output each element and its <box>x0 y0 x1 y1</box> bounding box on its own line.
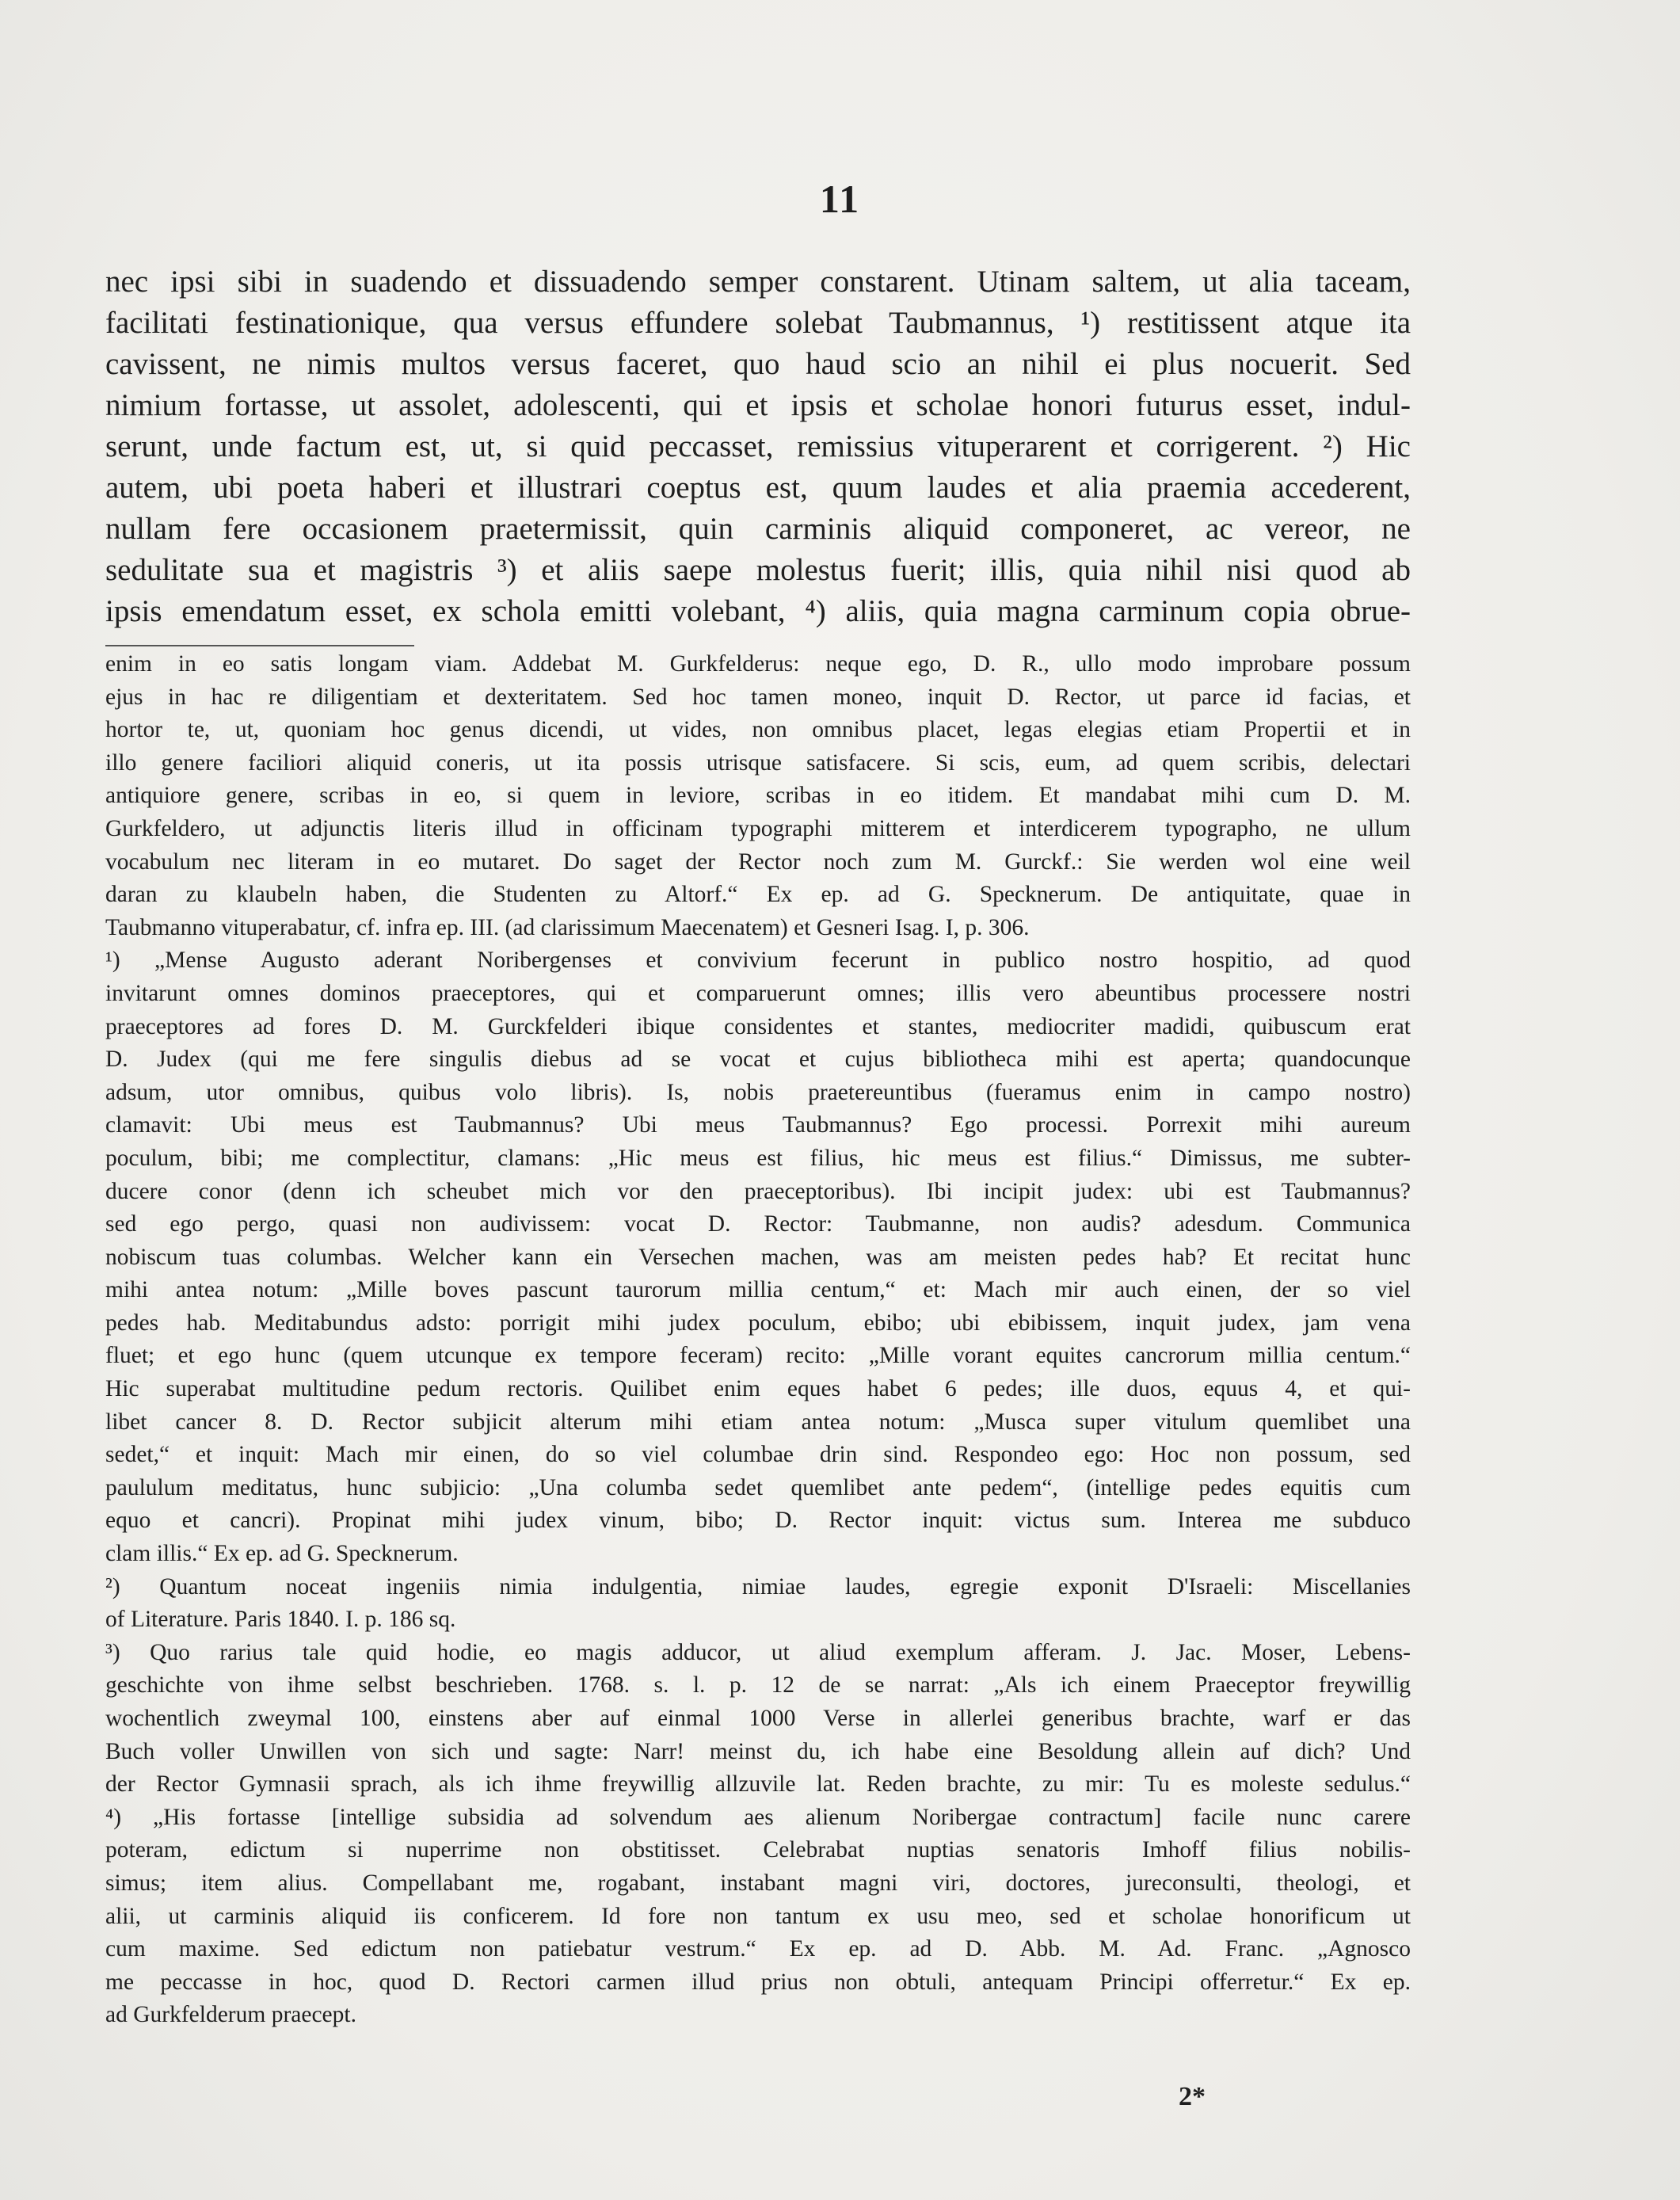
footnote-line: praeceptores ad fores D. M. Gurckfelderi ibique considentes et stantes, mediocriter madidi, quibuscum erat <box>105 1013 1411 1039</box>
footnote-line: pedes hab. Meditabundus adsto: porrigit mihi judex poculum, ebibo; ubi ebibissem, inquit judex, jam vena <box>105 1310 1411 1336</box>
footnote-line: ducere conor (denn ich scheubet mich vor den praeceptoribus). Ibi incipit judex: ubi est Taubmannus? <box>105 1178 1411 1204</box>
footnote-line: D. Judex (qui me fere singulis diebus ad se vocat et cujus bibliotheca mihi est aperta; quandocunque <box>105 1047 1411 1073</box>
footnote-line: ¹) „Mense Augusto aderant Noribergenses et convivium fecerunt in publico nostro hospitio, ad quod <box>105 947 1411 974</box>
footnote-line: antiquiore genere, scribas in eo, si quem in leviore, scribas in eo itidem. Et mandabat mihi cum D. M. <box>105 783 1411 809</box>
footnote-line: Taubmanno vituperabatur, cf. infra ep. III. (ad clarissimum Maecenatem) et Gesneri Isag. I, p. 306. <box>105 914 1030 940</box>
footnote-line: hortor te, ut, quoniam hoc genus dicendi, ut vides, non omnibus placet, legas elegias etiam Propertii et in <box>105 717 1411 743</box>
footnote-line: of Literature. Paris 1840. I. p. 186 sq. <box>105 1607 456 1633</box>
footnote-line: wochentlich zweymal 100, einstens aber auf einmal 1000 Verse in allerlei generibus brachte, warf er das <box>105 1706 1411 1731</box>
main-text <box>105 261 1411 632</box>
footnote-line: invitarunt omnes dominos praeceptores, qui et comparuerunt omnes; illis vero abeuntibus processere nostri <box>105 980 1411 1006</box>
text-line: ipsis emendatum esset, ex schola emitti volebant, ⁴) aliis, quia magna carminum copia obrue- <box>105 594 1411 628</box>
footnote-line: ejus in hac re diligentiam et dexteritatem. Sed hoc tamen moneo, inquit D. Rector, ut parce id facias, et <box>105 684 1411 710</box>
footnote-line: ³) Quo rarius tale quid hodie, eo magis adducor, ut aliud exemplum afferam. J. Jac. Moser, Lebens- <box>105 1639 1411 1665</box>
footnote-line: cum maxime. Sed edictum non patiebatur vestrum.“ Ex ep. ad D. Abb. M. Ad. Franc. „Agnosco <box>105 1936 1411 1962</box>
footnote-rule <box>105 645 414 646</box>
text-line: nullam fere occasionem praetermissit, quin carminis aliquid componeret, ac vereor, ne <box>105 512 1411 546</box>
text-line: autem, ubi poeta haberi et illustrari coeptus est, quum laudes et alia praemia accederent, <box>105 471 1411 505</box>
text-line: nec ipsi sibi in suadendo et dissuadendo semper constarent. Utinam saltem, ut alia taceam, <box>105 265 1411 299</box>
text-line: cavissent, ne nimis multos versus faceret, quo haud scio an nihil ei plus nocuerit. Sed <box>105 347 1411 381</box>
footnote-line: poteram, edictum si nuperrime non obstitisset. Celebrabat nuptias senatoris Imhoff filius nobilis- <box>105 1837 1411 1863</box>
footnote-line: alii, ut carminis aliquid iis conficerem. Id fore non tantum ex usu meo, sed et scholae honorificum ut <box>105 1903 1411 1929</box>
footnote-line: Gurkfeldero, ut adjunctis literis illud in officinam typographi mitterem et interdicerem typographo, ne ullum <box>105 815 1411 841</box>
footnote-line: ⁴) „His fortasse [intellige subsidia ad solvendum aes alienum Noribergae contractum] facile nunc carere <box>105 1804 1411 1830</box>
footnote-line: illo genere faciliori aliquid coneris, ut ita possis utrisque satisfacere. Si scis, eum, ad quem scribis, delectari <box>105 749 1411 776</box>
footnote-line: fluet; et ego hunc (quem utcunque ex tempore feceram) recito: „Mille vorant equites cancrorum millia centum.“ <box>105 1343 1411 1369</box>
signature-mark: 2* <box>1179 2082 1206 2111</box>
footnote-line: daran zu klaubeln haben, die Studenten zu Altorf.“ Ex ep. ad G. Specknerum. De antiquitate, quae in <box>105 882 1411 908</box>
footnote-line: simus; item alius. Compellabant me, rogabant, instabant magni viri, doctores, jureconsulti, theologi, et <box>105 1870 1411 1896</box>
footnote-line: der Rector Gymnasii sprach, als ich ihme freywillig allzuvile lat. Reden brachte, zu mir: Tu es moleste sedulus.“ <box>105 1771 1411 1798</box>
footnote-line: clam illis.“ Ex ep. ad G. Specknerum. <box>105 1541 459 1567</box>
footnote-line: Hic superabat multitudine pedum rectoris. Quilibet enim eques habet 6 pedes; ille duos, equus 4, et qui- <box>105 1376 1411 1402</box>
footnote-line: libet cancer 8. D. Rector subjicit alterum mihi etiam antea notum: „Musca super vitulum quemlibet una <box>105 1409 1411 1435</box>
footnote-line: sed ego pergo, quasi non audivissem: vocat D. Rector: Taubmanne, non audis? adesdum. Communica <box>105 1211 1411 1237</box>
text-line: facilitati festinationique, qua versus effundere solebat Taubmannus, ¹) restitissent atque ita <box>105 306 1411 340</box>
text-line: nimium fortasse, ut assolet, adolescenti, qui et ipsis et scholae honori futurus esset, indul- <box>105 388 1411 422</box>
footnote-line: ²) Quantum noceat ingeniis nimia indulgentia, nimiae laudes, egregie exponit D'Israeli: Miscellanies <box>105 1573 1411 1599</box>
footnote-line: sedet,“ et inquit: Mach mir einen, do so viel columbae drin sind. Respondeo ego: Hoc non possum, sed <box>105 1442 1411 1468</box>
footnote-line: ad Gurkfelderum praecept. <box>105 2002 356 2028</box>
footnote-line: adsum, utor omnibus, quibus volo libris). Is, nobis praetereuntibus (fueramus enim in campo nostro) <box>105 1079 1411 1105</box>
footnote-line: poculum, bibi; me complectitur, clamans: „Hic meus est filius, hic meus est filius.“ Dimissus, me subter- <box>105 1145 1411 1171</box>
footnote-line: mihi antea notum: „Mille boves pascunt taurorum millia centum,“ et: Mach mir auch einen, der so viel <box>105 1277 1411 1303</box>
footnotes <box>105 648 1411 2032</box>
footnote-line: paululum meditatus, hunc subjicio: „Una columba sedet quemlibet ante pedem“, (intellige pedes equitis cum <box>105 1474 1411 1500</box>
footnote-line: me peccasse in hoc, quod D. Rectori carmen illud prius non obtuli, antequam Principi offerretur.“ Ex ep. <box>105 1969 1411 1995</box>
footnote-line: equo et cancri). Propinat mihi judex vinum, bibo; D. Rector inquit: victus sum. Interea me subduco <box>105 1508 1411 1534</box>
page-number: 11 <box>819 177 861 221</box>
footnote-line: vocabulum nec literam in eo mutaret. Do saget der Rector noch zum M. Gurckf.: Sie werden wol eine weil <box>105 848 1411 875</box>
text-line: serunt, unde factum est, ut, si quid peccasset, remissius vituperarent et corrigerent. ²) Hic <box>105 429 1411 463</box>
footnote-line: geschichte von ihme selbst beschrieben. 1768. s. l. p. 12 de se narrat: „Als ich einem Praeceptor freywillig <box>105 1672 1411 1699</box>
text-line: sedulitate sua et magistris ³) et aliis saepe molestus fuerit; illis, quia nihil nisi quod ab <box>105 553 1411 587</box>
footnote-line: clamavit: Ubi meus est Taubmannus? Ubi meus Taubmannus? Ego processi. Porrexit mihi aureum <box>105 1112 1411 1138</box>
footnote-line: enim in eo satis longam viam. Addebat M. Gurkfelderus: neque ego, D. R., ullo modo improbare possum <box>105 651 1411 677</box>
footnote-line: Buch voller Unwillen von sich und sagte: Narr! meinst du, ich habe eine Besoldung allein auf dich? Und <box>105 1738 1411 1764</box>
footnote-line: nobiscum tuas columbas. Welcher kann ein Versechen machen, was am meisten pedes hab? Et recitat hunc <box>105 1244 1411 1270</box>
